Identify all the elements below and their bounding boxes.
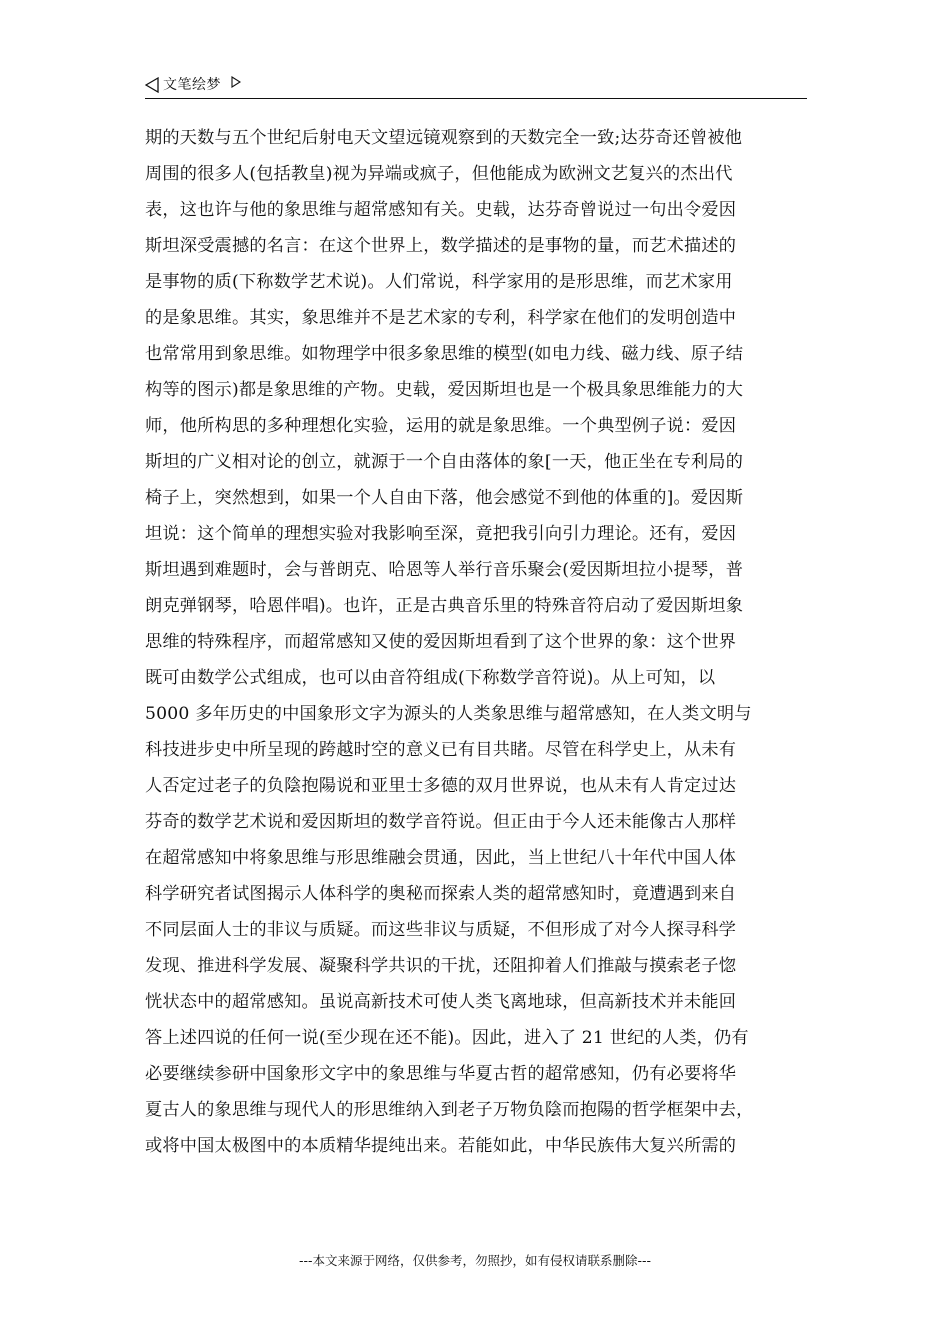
paragraph-line: 既可由数学公式组成，也可以由音符组成(下称数学音符说)。从上可知，以 — [145, 668, 716, 688]
paragraph-line: 坦说：这个简单的理想实验对我影响至深，竟把我引向引力理论。还有，爱因 — [145, 524, 737, 544]
paragraph-line: 芬奇的数学艺术说和爱因斯坦的数学音符说。但正由于今人还未能像古人那样 — [145, 812, 737, 832]
triangle-right-outline-icon — [231, 76, 241, 88]
paragraph-line: 斯坦深受震撼的名言：在这个世界上，数学描述的是事物的量，而艺术描述的 — [145, 236, 737, 256]
paragraph-line: 科技进步史中所呈现的跨越时空的意义已有目共睹。尽管在科学史上，从未有 — [145, 740, 737, 760]
paragraph-line: 是事物的质(下称数学艺术说)。人们常说，科学家用的是形思维，而艺术家用 — [145, 272, 733, 292]
article-body — [145, 120, 813, 1164]
paragraph-line: 科学研究者试图揭示人体科学的奥秘而探索人类的超常感知时，竟遭遇到来自 — [145, 884, 737, 904]
paragraph-line: 构等的图示)都是象思维的产物。史载，爱因斯坦也是一个极具象思维能力的大 — [145, 380, 744, 400]
paragraph-line: 人否定过老子的负陰抱陽说和亚里士多德的双月世界说，也从未有人肯定过达 — [145, 776, 737, 796]
paragraph-line: 的是象思维。其实，象思维并不是艺术家的专利，科学家在他们的发明创造中 — [145, 308, 737, 328]
paragraph-line: 恍状态中的超常感知。虽说高新技术可使人类飞离地球，但高新技术并未能回 — [145, 992, 737, 1012]
paragraph-line: 思维的特殊程序，而超常感知又使的爱因斯坦看到了这个世界的象：这个世界 — [145, 632, 737, 652]
paragraph-line: 椅子上，突然想到，如果一个人自由下落，他会感觉不到他的体重的]。爱因斯 — [145, 488, 744, 508]
paragraph-line: 期的天数与五个世纪后射电天文望远镜观察到的天数完全一致;达芬奇还曾被他 — [145, 128, 743, 148]
paragraph-line: 不同层面人士的非议与质疑。而这些非议与质疑，不但形成了对今人探寻科学 — [145, 920, 737, 940]
paragraph-line: 斯坦的广义相对论的创立，就源于一个自由落体的象[一天，他正坐在专利局的 — [145, 452, 744, 472]
paragraph-line: 在超常感知中将象思维与形思维融会贯通，因此，当上世纪八十年代中国人体 — [145, 848, 737, 868]
paragraph-line: 也常常用到象思维。如物理学中很多象思维的模型(如电力线、磁力线、原子结 — [145, 344, 744, 364]
paragraph-line: 必要继续参研中国象形文字中的象思维与华夏古哲的超常感知，仍有必要将华 — [145, 1064, 737, 1084]
paragraph-line: 表，这也许与他的象思维与超常感知有关。史载，达芬奇曾说过一句出令爱因 — [145, 200, 737, 220]
paragraph-line: 答上述四说的任何一说(至少现在还不能)。因此，进入了 21 世纪的人类，仍有 — [145, 1028, 749, 1048]
paragraph-line: 斯坦遇到难题时，会与普朗克、哈恩等人举行音乐聚会(爱因斯坦拉小提琴，普 — [145, 560, 744, 580]
paragraph-line: 或将中国太极图中的本质精华提纯出来。若能如此，中华民族伟大复兴所需的 — [145, 1136, 737, 1156]
page-header — [145, 74, 807, 99]
paragraph-line: 发现、推进科学发展、凝聚科学共识的干扰，还阻抑着人们推敲与摸索老子惚 — [145, 956, 737, 976]
header-brand: 文笔绘梦 — [163, 77, 221, 93]
footer-disclaimer: ---本文来源于网络，仅供参考，勿照抄，如有侵权请联系删除--- — [298, 1253, 652, 1268]
triangle-left-outline-icon — [145, 77, 159, 93]
paragraph-line: 师，他所构思的多种理想化实验，运用的就是象思维。一个典型例子说：爱因 — [145, 416, 737, 436]
paragraph-line: 5000 多年历史的中国象形文字为源头的人类象思维与超常感知，在人类文明与 — [145, 704, 752, 724]
paragraph-line: 夏古人的象思维与现代人的形思维纳入到老子万物负陰而抱陽的哲学框架中去， — [145, 1100, 754, 1120]
paragraph-line: 朗克弹钢琴，哈恩伴唱)。也许，正是古典音乐里的特殊音符启动了爱因斯坦象 — [145, 596, 744, 616]
paragraph-line: 周围的很多人(包括教皇)视为异端或疯子，但他能成为欧洲文艺复兴的杰出代 — [145, 164, 733, 184]
